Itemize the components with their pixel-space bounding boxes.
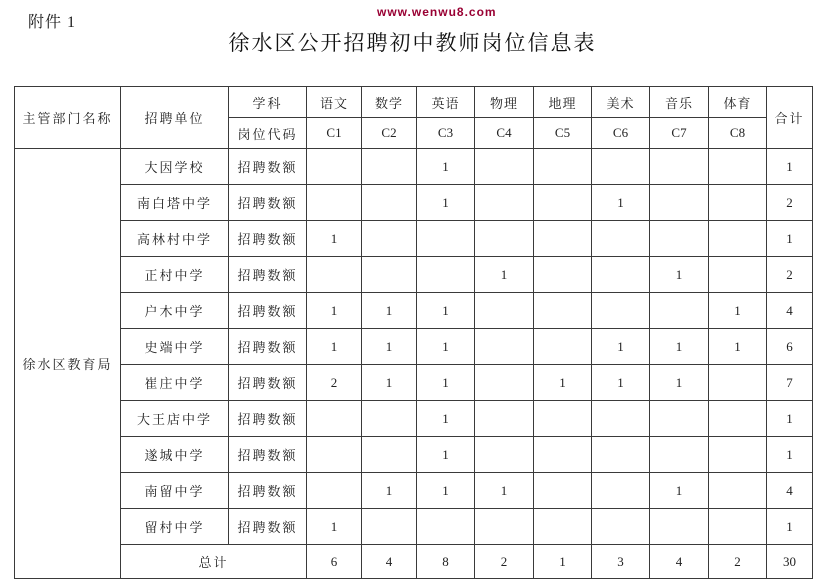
quota-value-cell: [592, 401, 650, 437]
quota-value-cell: [709, 473, 767, 509]
subject-row-label: 学科: [229, 87, 307, 118]
header-row-subjects: [15, 87, 813, 118]
row-total-cell: 1: [767, 437, 813, 473]
quota-label-cell: 招聘数额: [229, 149, 307, 185]
row-total-cell: 2: [767, 185, 813, 221]
quota-value-cell: 2: [307, 365, 362, 401]
subject-header-cell: 英语: [417, 87, 475, 118]
quota-value-cell: 1: [592, 185, 650, 221]
column-total-cell: 6: [307, 545, 362, 579]
quota-value-cell: [307, 401, 362, 437]
subject-header-cell: 物理: [475, 87, 534, 118]
quota-value-cell: 1: [417, 437, 475, 473]
row-total-cell: 1: [767, 401, 813, 437]
row-total-cell: 6: [767, 329, 813, 365]
row-total-cell: 4: [767, 473, 813, 509]
quota-value-cell: 1: [362, 329, 417, 365]
school-name-cell: 遂城中学: [121, 437, 229, 473]
quota-value-cell: [417, 221, 475, 257]
quota-label-cell: 招聘数额: [229, 293, 307, 329]
quota-value-cell: 1: [650, 365, 709, 401]
quota-value-cell: 1: [709, 293, 767, 329]
quota-value-cell: 1: [650, 473, 709, 509]
code-header-cell: C4: [475, 118, 534, 149]
table-row: [15, 257, 813, 293]
subject-header-cell: 数学: [362, 87, 417, 118]
quota-value-cell: [307, 473, 362, 509]
quota-value-cell: [650, 437, 709, 473]
school-name-cell: 大因学校: [121, 149, 229, 185]
quota-value-cell: 1: [307, 329, 362, 365]
table-row: [15, 509, 813, 545]
quota-value-cell: [475, 437, 534, 473]
quota-value-cell: [475, 185, 534, 221]
quota-value-cell: [534, 329, 592, 365]
quota-value-cell: [650, 401, 709, 437]
quota-value-cell: [650, 293, 709, 329]
quota-value-cell: [592, 221, 650, 257]
quota-value-cell: [417, 509, 475, 545]
quota-value-cell: [650, 185, 709, 221]
school-name-cell: 户木中学: [121, 293, 229, 329]
total-column-header: 合计: [767, 87, 813, 149]
row-total-cell: 2: [767, 257, 813, 293]
column-total-cell: 1: [534, 545, 592, 579]
code-header-cell: C2: [362, 118, 417, 149]
quota-value-cell: [475, 293, 534, 329]
school-name-cell: 史端中学: [121, 329, 229, 365]
quota-value-cell: [592, 149, 650, 185]
school-name-cell: 南白塔中学: [121, 185, 229, 221]
quota-value-cell: [650, 149, 709, 185]
quota-value-cell: 1: [362, 365, 417, 401]
code-header-cell: C6: [592, 118, 650, 149]
row-total-cell: 1: [767, 509, 813, 545]
quota-value-cell: 1: [592, 365, 650, 401]
quota-value-cell: [709, 257, 767, 293]
quota-value-cell: [475, 509, 534, 545]
quota-label-cell: 招聘数额: [229, 509, 307, 545]
quota-label-cell: 招聘数额: [229, 437, 307, 473]
table-body: [15, 149, 813, 579]
quota-label-cell: 招聘数额: [229, 473, 307, 509]
quota-value-cell: [592, 437, 650, 473]
table-row: [15, 401, 813, 437]
quota-value-cell: [475, 365, 534, 401]
quota-value-cell: 1: [417, 329, 475, 365]
quota-value-cell: [534, 185, 592, 221]
quota-value-cell: [362, 509, 417, 545]
quota-value-cell: [362, 185, 417, 221]
quota-value-cell: [709, 437, 767, 473]
quota-value-cell: [592, 257, 650, 293]
column-total-cell: 4: [650, 545, 709, 579]
table-row: [15, 473, 813, 509]
quota-value-cell: [362, 149, 417, 185]
quota-value-cell: [417, 257, 475, 293]
quota-value-cell: [362, 257, 417, 293]
unit-column-header: 招聘单位: [121, 87, 229, 149]
school-name-cell: 高林村中学: [121, 221, 229, 257]
table-row: [15, 437, 813, 473]
quota-value-cell: [307, 437, 362, 473]
subject-header-cell: 地理: [534, 87, 592, 118]
row-total-cell: 1: [767, 221, 813, 257]
quota-value-cell: 1: [417, 185, 475, 221]
quota-value-cell: [709, 509, 767, 545]
quota-value-cell: [475, 401, 534, 437]
quota-value-cell: 1: [362, 473, 417, 509]
grand-total-cell: 30: [767, 545, 813, 579]
quota-value-cell: [362, 401, 417, 437]
quota-value-cell: 1: [475, 473, 534, 509]
quota-value-cell: [709, 365, 767, 401]
row-total-cell: 1: [767, 149, 813, 185]
quota-value-cell: [534, 437, 592, 473]
table-row: [15, 329, 813, 365]
school-name-cell: 崔庄中学: [121, 365, 229, 401]
school-name-cell: 正村中学: [121, 257, 229, 293]
quota-value-cell: 1: [592, 329, 650, 365]
quota-value-cell: 1: [650, 329, 709, 365]
quota-value-cell: [650, 221, 709, 257]
column-total-cell: 2: [475, 545, 534, 579]
subject-header-cell: 语文: [307, 87, 362, 118]
quota-value-cell: [307, 149, 362, 185]
quota-value-cell: [709, 149, 767, 185]
subject-header-cell: 美术: [592, 87, 650, 118]
quota-label-cell: 招聘数额: [229, 257, 307, 293]
table-row: [15, 365, 813, 401]
table-row: [15, 293, 813, 329]
quota-value-cell: [709, 185, 767, 221]
table-header: [15, 87, 813, 149]
quota-value-cell: [475, 149, 534, 185]
quota-value-cell: 1: [307, 293, 362, 329]
quota-label-cell: 招聘数额: [229, 221, 307, 257]
row-total-cell: 4: [767, 293, 813, 329]
page-title: 徐水区公开招聘初中教师岗位信息表: [228, 31, 597, 55]
quota-value-cell: [307, 257, 362, 293]
quota-value-cell: [709, 401, 767, 437]
quota-value-cell: 1: [709, 329, 767, 365]
code-header-cell: C1: [307, 118, 362, 149]
quota-value-cell: [534, 473, 592, 509]
code-header-cell: C3: [417, 118, 475, 149]
quota-value-cell: [650, 509, 709, 545]
table-row: [15, 185, 813, 221]
school-name-cell: 南留中学: [121, 473, 229, 509]
code-header-cell: C7: [650, 118, 709, 149]
table-row: [15, 221, 813, 257]
quota-value-cell: [592, 509, 650, 545]
quota-value-cell: [534, 293, 592, 329]
quota-value-cell: 1: [307, 221, 362, 257]
code-header-cell: C5: [534, 118, 592, 149]
code-header-cell: C8: [709, 118, 767, 149]
grand-total-label-cell: 总计: [121, 545, 307, 579]
quota-label-cell: 招聘数额: [229, 185, 307, 221]
quota-label-cell: 招聘数额: [229, 365, 307, 401]
dept-column-header: 主管部门名称: [15, 87, 121, 149]
subject-header-cell: 音乐: [650, 87, 709, 118]
quota-value-cell: [709, 221, 767, 257]
quota-value-cell: [534, 257, 592, 293]
quota-value-cell: [307, 185, 362, 221]
row-total-cell: 7: [767, 365, 813, 401]
school-name-cell: 留村中学: [121, 509, 229, 545]
quota-value-cell: [534, 509, 592, 545]
school-name-cell: 大王店中学: [121, 401, 229, 437]
quota-value-cell: 1: [307, 509, 362, 545]
quota-value-cell: [475, 329, 534, 365]
quota-value-cell: 1: [534, 365, 592, 401]
quota-value-cell: 1: [417, 401, 475, 437]
column-total-cell: 3: [592, 545, 650, 579]
quota-value-cell: [534, 221, 592, 257]
quota-value-cell: [475, 221, 534, 257]
code-row-label: 岗位代码: [229, 118, 307, 149]
table-footer-row: [15, 545, 813, 579]
quota-value-cell: 1: [417, 149, 475, 185]
quota-value-cell: 1: [417, 365, 475, 401]
quota-value-cell: [534, 401, 592, 437]
quota-value-cell: 1: [417, 473, 475, 509]
quota-value-cell: [534, 149, 592, 185]
quota-value-cell: 1: [417, 293, 475, 329]
department-cell: 徐水区教育局: [15, 149, 121, 579]
table-row: [15, 149, 813, 185]
subject-header-cell: 体育: [709, 87, 767, 118]
column-total-cell: 8: [417, 545, 475, 579]
column-total-cell: 4: [362, 545, 417, 579]
quota-value-cell: 1: [362, 293, 417, 329]
position-table: [14, 86, 813, 579]
quota-value-cell: 1: [475, 257, 534, 293]
column-total-cell: 2: [709, 545, 767, 579]
quota-value-cell: [362, 221, 417, 257]
quota-label-cell: 招聘数额: [229, 329, 307, 365]
quota-label-cell: 招聘数额: [229, 401, 307, 437]
quota-value-cell: [592, 293, 650, 329]
quota-value-cell: [362, 437, 417, 473]
attachment-label: 附件 1: [28, 14, 77, 31]
quota-value-cell: [592, 473, 650, 509]
watermark-text: www.wenwu8.com: [377, 5, 497, 19]
quota-value-cell: 1: [650, 257, 709, 293]
